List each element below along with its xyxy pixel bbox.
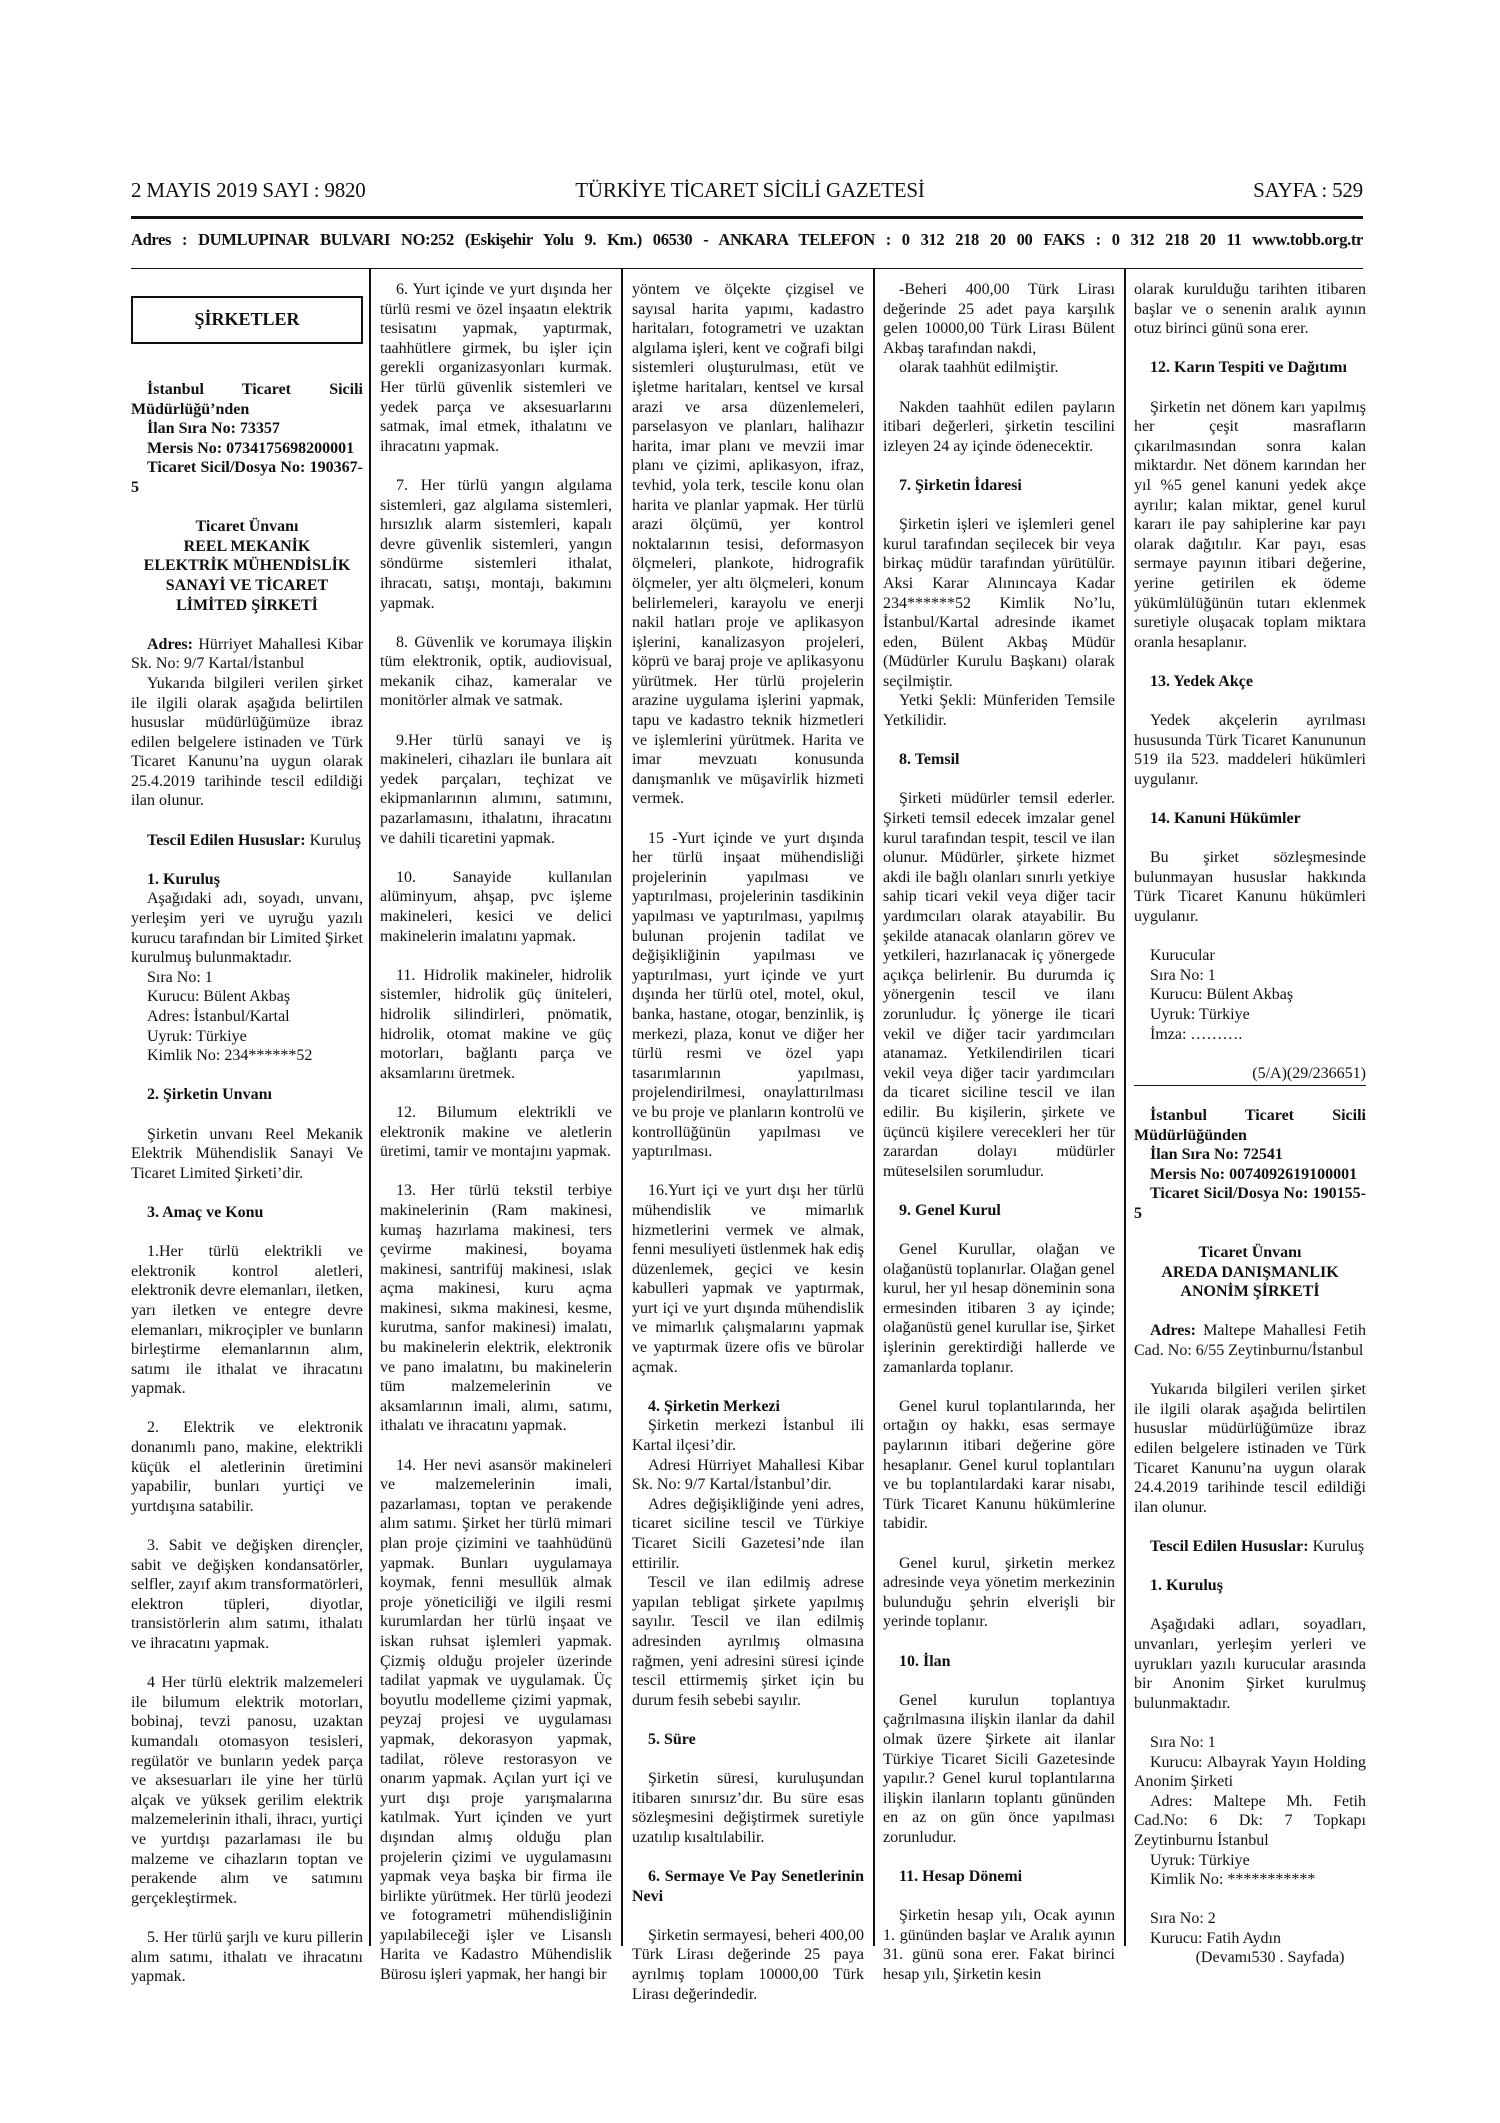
text-block: [131, 380, 363, 498]
text-block: [1134, 358, 1366, 378]
section-heading: 11. Hesap Dönemi: [899, 1868, 1023, 1886]
text-block: [1134, 1615, 1366, 1713]
paragraph: Aşağıdaki adları, soyadları, unvanları, yerleşim yerleri ve uyrukları yazılı kurucular arasında bir Anonim Şirket kurulmuş bulunmaktadır.: [1134, 1616, 1366, 1712]
text-line: Sıra No: 1: [147, 968, 213, 986]
text-block: [632, 1181, 864, 1377]
text-block: [1134, 1733, 1366, 1890]
section-title-box: [131, 296, 363, 344]
paragraph: Adresi Hürriyet Mahallesi Kibar Sk. No: 9/7 Kartal/İstanbul’dir.: [632, 1456, 864, 1494]
labeled-paragraph: [1134, 1321, 1366, 1360]
centered-title-line: REEL MEKANİK: [183, 537, 311, 555]
paragraph: Şirketin unvanı Reel Mekanik Elektrik Mühendislik Sanayi Ve Ticaret Limited Şirketi’dir.: [131, 1125, 363, 1182]
text-line: Sıra No: 2: [1150, 1910, 1216, 1928]
text-line: Uyruk: Türkiye: [1150, 1005, 1250, 1023]
text-block: [131, 1673, 363, 1908]
section-heading: 14. Kanuni Hükümler: [1150, 810, 1301, 828]
text-block: [1134, 848, 1366, 926]
text-block: [883, 1652, 1115, 1672]
section-heading: 1. Kuruluş: [1150, 1577, 1223, 1595]
text-line: Uyruk: Türkiye: [1150, 1851, 1250, 1869]
paragraph: Yedek akçelerin ayrılması hususunda Türk Ticaret Kanununun 519 ila 523. maddeleri hükümleri uygulanır.: [1134, 712, 1366, 788]
paragraph: 13. Her türlü tekstil terbiye makinelerinin (Ram makinesi, kumaş hazırlama makinesi, ters çevirme makinesi, boyama makinesi, santrifüj makinesi, ıslak açma makinesi, kuru açma makinesi, sıkma makinesi, kesme, kurutma, sanfor makinesi) imalatı, bu makinelerin elektrik, elektronik ve pano imalatını, bu makinelerin tüm malzemelerinin ve aksamlarının imali, alımı, satımı, ithalatı ve ihracatını yapmak.: [380, 1182, 612, 1435]
text-block: [632, 1769, 864, 1847]
paragraph: Genel kurulun toplantıya çağrılmasına ilişkin ilanlar da dahil olmak üzere Şirkete ait ilanlar Türkiye Ticaret Sicili Gazetesinde yapılır.? Genel kurul toplantılarına ilişkin ilanların toplantı gününden en az on gün önce yapılması zorunludur.: [883, 1691, 1115, 1846]
text-block: [380, 476, 612, 613]
columns-top-rule: [131, 268, 1363, 269]
paragraph: Adres değişikliğinde yeni adres, ticaret siciline tescil ve Türkiye Ticaret Sicili Gazetesi’nde ilan ettirilir.: [632, 1495, 864, 1572]
section-heading: 4. Şirketin Merkezi: [648, 1397, 780, 1415]
paragraph: Şirketi müdürler temsil ederler. Şirketi temsil edecek imzalar genel kurul tarafından tespit, tescil ve ilan olunur. Müdürler, şirkete hizmet akdi ile bağlı olanları sınırlı yetkiye sahip ticari vekil veya diğer tacir yardımcıları olarak atayabilir. Bu şekilde atanacak olanların görev ve yetkileri, hazırlanacak iç yönergede açıkça belirlenir. Bu durumda iç yönergenin tescil ve ilanı zorunludur. İç yönerge ile ticari vekil ve diğer tacir yardımcıları atanamaz. Yetkilendirilen ticari vekil veya diğer tacir yardımcıları da ticaret siciline tescil ve ilan edilir. Bu kişilerin, şirkete ve üçüncü kişilere verecekleri her tür zarardan dolayı müdürler müteselsilen sorumludur.: [883, 790, 1115, 1180]
text-line: Sıra No: 1: [1150, 1733, 1216, 1751]
text-line: Kurucu: Fatih Aydın: [1150, 1929, 1281, 1947]
notice-separator: [1134, 1085, 1366, 1086]
text-line: Kimlik No: 234******52: [147, 1047, 313, 1065]
paragraph: Genel kurul toplantılarında, her ortağın oy hakkı, esas sermaye paylarının itibari değerine göre hesaplanır. Genel kurul toplantıları ve bu toplantılardaki karar nisabı, Türk Ticaret Kanunu hükümlerine tabidir.: [883, 1397, 1115, 1533]
paragraph: Genel Kurullar, olağan ve olağanüstü toplanırlar. Olağan genel kurul, her yıl hesap döneminin sona ermesinden itibaren 3 ay içinde; olağanüstü genel kurullar ise, Şirket işlerinin gerektirdiği hallerde ve zamanlarda toplanır.: [883, 1241, 1115, 1376]
bold-line: Ticaret Sicil/Dosya No: 190155-5: [1134, 1185, 1366, 1222]
gazette-title: TÜRKİYE TİCARET SİCİLİ GAZETESİ: [575, 178, 925, 202]
field-value: Kuruluş: [1308, 1538, 1365, 1555]
text-line: Sıra No: 1: [1150, 966, 1216, 984]
paragraph: Nakden taahhüt edilen payların itibari değerleri, şirketin tescilini izleyen 24 ay içinde ödenecektir.: [883, 398, 1115, 455]
text-block: [1134, 280, 1366, 339]
text-block: [632, 1926, 864, 2004]
paragraph: 2. Elektrik ve elektronik donanımlı pano, makine, elektrikli küçük el aletlerinin üretimini yapabilir, bunları yurtiçi ve yurtdışına satabilir.: [131, 1419, 363, 1515]
paragraph: 9.Her türlü sanayi ve iş makineleri, cihazları ile bunlara ait yedek parçaları, teçhizat ve ekipmanlarının alımını, satımını, pazarlamasını, ithalatını, ihracatını ve dahili ticaretini yapmak.: [380, 731, 612, 847]
paragraph: Yukarıda bilgileri verilen şirket ile ilgili olarak aşağıda belirtilen hususlar müdürlüğümüze ibraz edilen belgelere istinaden ve Türk Ticaret Kanunu’na uygun olarak 24.4.2019 tarihinde tescil edildiği ilan olunur.: [1134, 1381, 1366, 1516]
paragraph: Genel kurul, şirketin merkez adresinde veya yönetim merkezinin bulunduğu şehrin elverişli bir yerinde toplanır.: [883, 1554, 1115, 1631]
text-block: [883, 750, 1115, 770]
text-line: Kurucu: Bülent Akbaş: [1150, 986, 1294, 1004]
bold-line: 6. Sermaye Ve Pay Senetlerinin Nevi: [632, 1868, 864, 1905]
column-4: [883, 280, 1115, 1985]
text-block: [380, 1103, 612, 1162]
text-block: [131, 1203, 363, 1223]
paragraph: 15 -Yurt içinde ve yurt dışında her türlü inşaat mühendisliği projelerinin yapılması ve yaptırılması, projelerinin tasdikinin yapılması ve yaptırılması, yapılmış bulunan projenin tadilat ve değişikliğinin yapılması ve yaptırılması, yurt içinde ve yurt dışında her türlü otel, motel, okul, banka, hastane, otogar, benzinlik, iş merkezi, plaza, konut ve diğer her türlü resmi ve özel yapı tasarımlarının yapılması, projelendirilmesi, onaylattırılması ve bu proje ve planların kontrolü ve kontrollüğünün yapılması ve yaptırılması.: [632, 829, 864, 1161]
text-block: [1134, 1321, 1366, 1360]
paragraph: 12. Bilumum elektrikli ve elektronik makine ve aletlerin üretimi, tamir ve montajını yapmak.: [380, 1103, 612, 1161]
text-line: Uyruk: Türkiye: [147, 1027, 247, 1045]
section-heading: 13. Yedek Akçe: [1150, 672, 1253, 690]
text-block: [1134, 398, 1366, 653]
paragraph: 16.Yurt içi ve yurt dışı her türlü mühendislik ve mimarlık hizmetlerini vermek ve almak, fenni mesuliyeti üstlenmek hak ediş düzenlemek, geçici ve kesin kabulleri yapmak ve yaptırmak, yurt içi ve yurt dışında mühendislik ve mimarlık çalışmalarını yapmak ve yaptırmak üzere ofis ve bürolar açmak.: [632, 1182, 864, 1376]
column-5: [1134, 280, 1366, 1968]
text-block: [1134, 1380, 1366, 1517]
paragraph: 11. Hidrolik makineler, hidrolik sistemler, hidrolik güç üniteleri, hidrolik silindirleri, pnömatik, hidrolik, otomat makine ve güç motorları, bağlantı parça ve aksamlarını üretmek.: [380, 966, 612, 1082]
paragraph-continued: olarak kurulduğu tarihten itibaren başlar ve o senenin aralık ayının otuz birinci günü sona erer.: [1134, 281, 1366, 338]
paragraph: 7. Her türlü yangın algılama sistemleri, gaz algılama sistemleri, hırsızlık alarm sistemleri, kapalı devre güvenlik sistemleri, yangın söndürme sistemleri ithalat, ihracatı, satışı, montajı, bakımını yapmak.: [380, 476, 612, 612]
column-1: [131, 280, 363, 1987]
field-value: Hürriyet Mahallesi Kibar Sk. No: 9/7 Kartal/İstanbul: [131, 635, 363, 673]
centered-title-line: ELEKTRİK MÜHENDİSLİK: [143, 557, 351, 575]
text-block: [632, 1867, 864, 1906]
column-divider: [873, 268, 875, 1946]
column-divider: [369, 268, 371, 1946]
field-value: Maltepe Mahallesi Fetih Cad. No: 6/55 Zeytinburnu/İstanbul: [1134, 1322, 1366, 1360]
text-line: olarak taahhüt edilmiştir.: [899, 359, 1059, 377]
text-block: [1134, 1106, 1366, 1224]
centered-title-line: Ticaret Ünvanı: [1198, 1244, 1302, 1262]
text-block: [883, 1554, 1115, 1632]
text-block: [131, 1418, 363, 1516]
paragraph: Bu şirket sözleşmesinde bulunmayan hususlar hakkında Türk Ticaret Kanunu hükümleri uygulanır.: [1134, 849, 1366, 925]
paragraph: 8. Güvenlik ve korumaya ilişkin tüm elektronik, optik, audiovisual, mekanik cihaz, kameralar ve monitörler almak ve satmak.: [380, 633, 612, 710]
column-3: [632, 280, 864, 2004]
section-heading: 7. Şirketin İdaresi: [899, 476, 1022, 494]
paragraph: 10. Sanayide kullanılan alüminyum, ahşap, pvc işleme makineleri, kesici ve delici makinelerin imalatını yapmak.: [380, 868, 612, 945]
text-block: [632, 1397, 864, 1711]
text-block: [380, 633, 612, 711]
text-block: [1134, 809, 1366, 829]
text-block: [632, 829, 864, 1162]
labeled-paragraph: [131, 831, 363, 851]
notice-reference: (5/A)(29/236651): [1252, 1064, 1366, 1082]
paragraph: Şirketin hesap yılı, Ocak ayının 1. gününden başlar ve Aralık ayının 31. günü sona erer. Fakat birinci hesap yılı, Şirketin kesin: [883, 1907, 1115, 1984]
section-heading: 1. Kuruluş: [147, 870, 220, 888]
field-value: Kuruluş: [305, 831, 362, 849]
text-block: [1134, 1064, 1366, 1087]
text-block: [883, 280, 1115, 378]
text-block: [380, 868, 612, 946]
paragraph: 14. Her nevi asansör makineleri ve malzemelerinin imali, pazarlaması, toptan ve perakende alım satımı. Şirket her türlü mimari plan proje çizimini ve taahhüdünü yapmak. Bunları uygulamaya koymak, fenni mesullük almak proje yöneticiliği ve ilgili resmi kurumlardan her türlü inşaat ve iskan ruhsat işlemleri yapmak. Çizmiş olduğu projeler üzerinde tadilat yapmak ve uygulamak. Üç boyutlu modelleme çizimi yapmak, peyzaj projesi ve uygulaması yapmak, dekorasyon yapmak, tadilat, röleve restorasyon ve onarım yapmak. Açılan yurt içi ve yurt dışı proje yarışmalarına katılmak. Yurt içinden ve yurt dışından almış olduğu plan projelerin çizimi ve uygulamasını yapmak veya başka bir firma ile birlikte yürütmek. Her türlü jeodezi ve fotogrametri mühendisliğinin yapılabileceği işler ve Lisanslı Harita ve Kadastro Mühendislik Bürosu işleri yapmak, her hangi bir: [380, 1456, 612, 1984]
text-block: [131, 517, 363, 615]
text-block: [883, 1201, 1115, 1221]
header-rule: [131, 216, 1363, 219]
text-block: [380, 731, 612, 849]
text-block: [380, 1456, 612, 1985]
paragraph: Şirketin sermayesi, beheri 400,00 Türk Lirası değerinde 25 paya ayrılmış toplam 10000,00 Türk Lirası değerindedir.: [632, 1926, 864, 2003]
paragraph: Şirketin net dönem karı yapılmış her çeşit masrafların çıkarılmasından sonra kalan miktardır. Net dönem karından her yıl %5 genel kanuni yedek akçe ayrılır; kalan miktar, genel kurul kararı ile pay sahiplerine kar payı olarak dağıtılır. Kar payı, esas sermaye payının itibari değerine, yerine getirilen ek ödeme yükümlülüğünün tutarı eklenmek suretiyle oluşacak toplam miktara oranla hesaplanır.: [1134, 398, 1366, 651]
text-block: [131, 870, 363, 1066]
column-divider: [1124, 268, 1126, 1946]
text-block: [883, 1397, 1115, 1534]
text-block: [632, 280, 864, 809]
text-block: [380, 280, 612, 456]
paragraph: 6. Yurt içinde ve yurt dışında her türlü resmi ve özel inşaatın elektrik tesisatını yapmak, yaptırmak, taahhütlere girmek, bu işler için gerekli organizasyonları kurmak. Her türlü güvenlik sistemleri ve yedek parça ve aksesuarlarını satmak, imal etmek, ithalatını ve ihracatını yapmak.: [380, 281, 612, 455]
column-divider: [621, 268, 623, 1946]
bold-line: İlan Sıra No: 72541: [1150, 1146, 1283, 1164]
text-block: [883, 398, 1115, 457]
bold-line: İstanbul Ticaret Sicili Müdürlüğünden: [1134, 1106, 1366, 1144]
text-block: [380, 1181, 612, 1436]
paragraph: Kurucu: Albayrak Yayın Holding Anonim Şirketi: [1134, 1753, 1366, 1791]
paragraph: Adres: Maltepe Mh. Fetih Cad.No: 6 Dk: 7 Topkapı Zeytinburnu İstanbul: [1134, 1792, 1366, 1849]
section-heading: 10. İlan: [899, 1652, 951, 1670]
paragraph: Şirketin işleri ve işlemleri genel kurul tarafından seçilecek bir veya birkaç müdür tarafından yürütülür. Aksi Karar Alınıncaya Kadar 234******52 Kimlik No’lu, İstanbul/Kartal adresinde ikamet eden, Bülent Akbaş Müdür (Müdürler Kurulu Başkanı) olarak seçilmiştir.: [883, 516, 1115, 690]
text-block: [632, 1730, 864, 1750]
text-line: Kimlik No: ***********: [1150, 1871, 1316, 1889]
continued-note: (Devamı530 . Sayfada): [1195, 1949, 1345, 1967]
paragraph: Şirketin süresi, kuruluşundan itibaren sınırsız’dır. Bu süre esas sözleşmesini değiştirmek suretiyle uzatılıp kısaltılabilir.: [632, 1770, 864, 1846]
field-label: Tescil Edilen Hususlar:: [1150, 1538, 1309, 1555]
text-block: [883, 476, 1115, 496]
paragraph: 5. Her türlü şarjlı ve kuru pillerin alım satımı, ithalatı ve ihracatını yapmak.: [131, 1928, 363, 1986]
paragraph: -Beheri 400,00 Türk Lirası değerinde 25 adet paya karşılık gelen 10000,00 Türk Lirası Bülent Akbaş tarafından nakdi,: [883, 281, 1115, 357]
field-label: Adres:: [147, 635, 193, 653]
publisher-address: Adres : DUMLUPINAR BULVARI NO:252 (Eskişehir Yolu 9. Km.) 06530 - ANKARA TELEFON : 0 312 218 20 00 FAKS : 0 312 218 20 11 www.tobb.org.tr: [131, 230, 1363, 249]
paragraph: Yukarıda bilgileri verilen şirket ile ilgili olarak aşağıda belirtilen hususlar müdürlüğümüze ibraz edilen belgelere istinaden ve Türk Ticaret Kanunu’na uygun olarak 25.4.2019 tarihinde tescil edildiği ilan olunur.: [131, 674, 363, 810]
paragraph: 1.Her türlü elektrikli ve elektronik kontrol aletleri, elektronik devre elemanları, iletken, yarı iletken ve entegre devre elemanları, mikroçipler ve bunların birleştirme elemanlarının alım, satımı ile ithalat ve ihracatını yapmak.: [131, 1243, 363, 1398]
text-block: [1134, 1909, 1366, 1968]
centered-title-line: AREDA DANIŞMANLIK: [1161, 1263, 1339, 1281]
section-heading: 12. Karın Tespiti ve Dağıtımı: [1150, 359, 1347, 377]
bold-line: İstanbul Ticaret Sicili Müdürlüğü’nden: [131, 381, 363, 418]
paragraph: Şirketin merkezi İstanbul ili Kartal ilçesi’dir.: [632, 1417, 864, 1455]
text-block: [883, 1240, 1115, 1377]
text-line: Kurucu: Bülent Akbaş: [147, 988, 291, 1006]
text-line: Adres: İstanbul/Kartal: [147, 1008, 290, 1025]
text-block: [1134, 711, 1366, 789]
section-heading: 2. Şirketin Unvanı: [147, 1086, 272, 1104]
section-heading: 8. Temsil: [899, 751, 960, 769]
paragraph: Aşağıdaki adı, soyadı, unvanı, yerleşim yeri ve uyruğu yazılı kurucu tarafından bir Limited Şirket kurulmuş bulunmaktadır.: [131, 890, 363, 967]
text-block: [380, 966, 612, 1084]
section-heading: 3. Amaç ve Konu: [147, 1203, 264, 1221]
paragraph: 4 Her türlü elektrik malzemeleri ile bilumum elektrik motorları, bobinaj, tevzi panosu, uzaktan kumandalı otomasyon tesisleri, regülatör ve bunların yedek parça ve aksesuarları ile yine her türlü alçak ve yüksek gerilim elektrik malzemelerinin ithali, ihracı, yurtiçi ve yurtdışı pazarlaması ile bu malzeme ve cihazların toptan ve perakende alım ve satımını gerçekleştirmek.: [131, 1674, 363, 1907]
field-label: Adres:: [1150, 1322, 1196, 1340]
paragraph: Yetki Şekli: Münferiden Temsile Yetkilidir.: [883, 692, 1115, 730]
paragraph: Tescil ve ilan edilmiş adrese yapılan tebligat şirkete yapılmış sayılır. Tescil ve ilan edilmiş adresinden ayrılmış olmasına rağmen, yeni adresini süresi içinde tescil ettirmemiş şirket için bu durum fesih sebebi sayılır.: [632, 1574, 864, 1709]
section-heading: 5. Süre: [648, 1730, 696, 1748]
field-label: Tescil Edilen Hususlar:: [147, 831, 306, 849]
text-block: [1134, 946, 1366, 1044]
paragraph-continued: yöntem ve ölçekte çizgisel ve sayısal harita yapımı, kadastro haritaları, fotogrametri ve uzaktan algılama işleri, kent ve coğrafi bilgi sistemleri oluşturulması, etüt ve işletme haritaları, kentsel ve kırsal arazi ve arsa düzenlemeleri, parselasyon ve planları, halihazır harita, imar planı ve mevzii imar planı ve çizimi, aplikasyon, ifraz, tevhid, yola terk, tescile konu olan harita ve planlar yapmak. Her türlü arazi ölçümü, yer kontrol noktalarının tesisi, deformasyon ölçmeleri, plankote, hidrografik ölçmeler, yer altı ölçmeleri, konum belirlemeleri, karayolu ve enerji nakil hatları proje ve aplikasyon işlerini, kanalizasyon projeleri, köprü ve baraj proje ve aplikasyonu yürütmek. Her türlü projelerin arazine uygulama işlerini yapmak, tapu ve kadastro teknik hizmetleri ve işlemlerini yürütmek. Harita ve imar mevzuatı konusunda danışmanlık ve müşavirlik hizmeti vermek.: [632, 281, 864, 808]
bold-line: İlan Sıra No: 73357: [147, 420, 280, 438]
text-block: [131, 1085, 363, 1105]
page-number: SAYFA : 529: [1253, 178, 1363, 202]
text-block: [883, 789, 1115, 1181]
centered-title-line: Ticaret Ünvanı: [195, 518, 299, 536]
issue-date-number: 2 MAYIS 2019 SAYI : 9820: [131, 178, 366, 202]
paragraph: 3. Sabit ve değişken dirençler, sabit ve değişken kondansatörler, selfler, zayıf akım transformatörleri, elektron tüpleri, diyotlar, transistörlerin alım satımı, ithalatı ve ihracatını yapmak.: [131, 1537, 363, 1652]
labeled-paragraph: [1134, 1537, 1366, 1557]
text-block: [1134, 1576, 1366, 1596]
text-block: [131, 635, 363, 811]
text-block: [883, 1691, 1115, 1848]
bold-line: Mersis No: 0734175698200001: [147, 439, 355, 457]
text-block: [1134, 1537, 1366, 1557]
section-heading: 9. Genel Kurul: [899, 1201, 1001, 1219]
text-block: [131, 1125, 363, 1184]
text-block: [131, 1928, 363, 1987]
text-block: [131, 831, 363, 851]
centered-title-line: SANAYİ VE TİCARET: [165, 576, 329, 594]
bold-line: Ticaret Sicil/Dosya No: 190367-5: [131, 459, 363, 496]
labeled-paragraph: [131, 635, 363, 674]
text-block: [1134, 672, 1366, 692]
bold-line: Mersis No: 0074092619100001: [1150, 1165, 1358, 1183]
text-line: İmza: ……….: [1150, 1025, 1243, 1043]
text-block: [883, 1867, 1115, 1887]
text-block: [1134, 1243, 1366, 1302]
text-block: [883, 515, 1115, 731]
centered-title-line: ANONİM ŞİRKETİ: [1180, 1283, 1320, 1301]
column-2: [380, 280, 612, 1985]
text-block: [131, 1242, 363, 1399]
text-block: [131, 1536, 363, 1654]
text-line: Kurucular: [1150, 947, 1215, 965]
centered-title-line: LİMİTED ŞİRKETİ: [176, 596, 318, 614]
section-title: ŞİRKETLER: [194, 309, 300, 330]
text-block: [883, 1906, 1115, 1984]
